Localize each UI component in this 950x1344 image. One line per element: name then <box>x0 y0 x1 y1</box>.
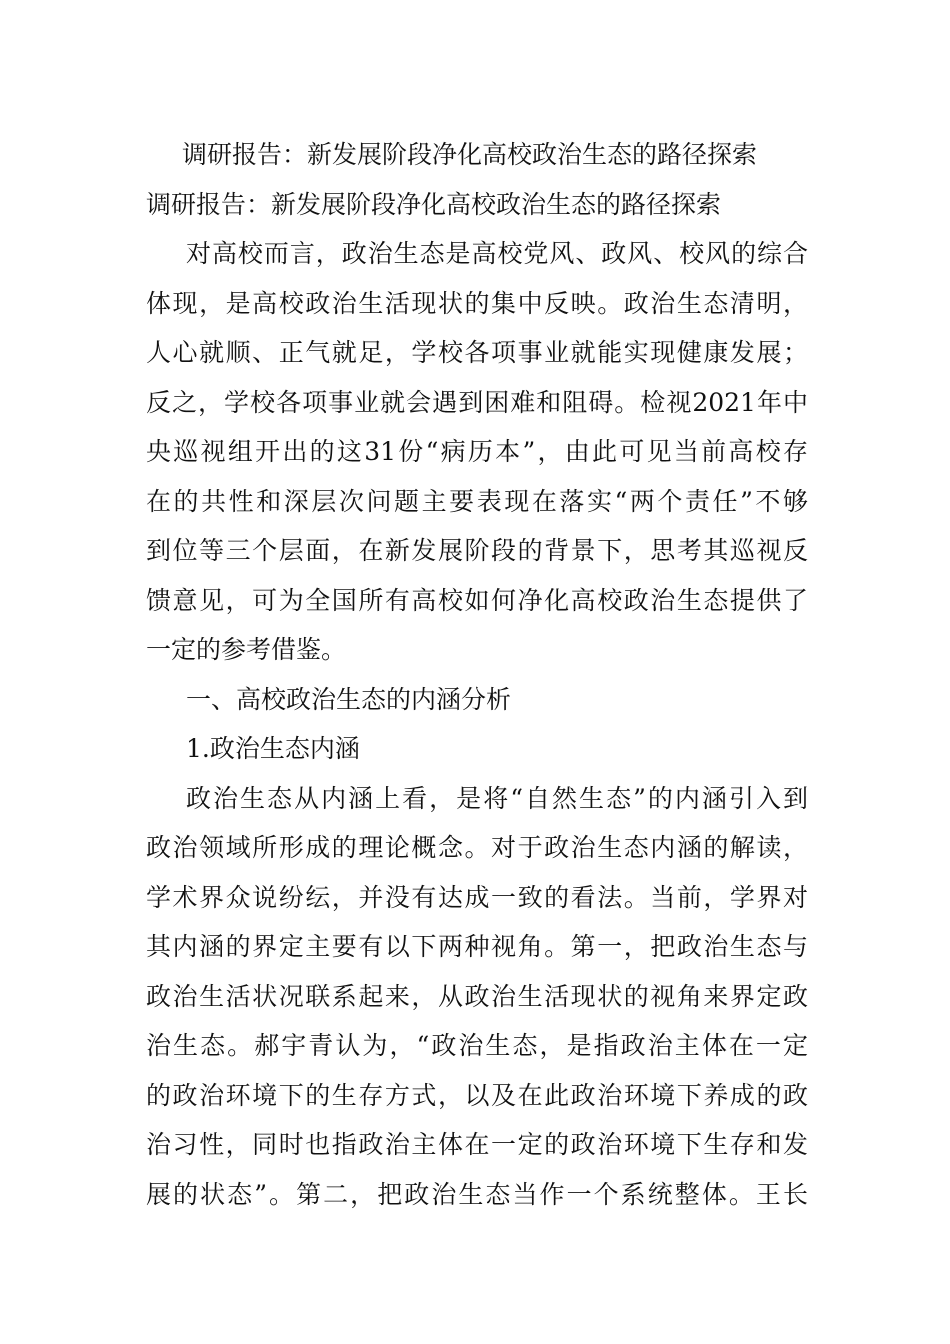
document-title: 调研报告：新发展阶段净化高校政治生态的路径探索 <box>182 140 758 169</box>
paragraph-intro <box>146 229 808 675</box>
paragraph-line: 反之，学校各项事业就会遇到困难和阻碍。检视2021年中 <box>146 387 808 417</box>
subsection-heading: 1.政治生态内涵 <box>186 734 360 763</box>
paragraph-line: 治生态。郝宇青认为，“政治生态，是指政治主体在一定 <box>146 1031 808 1060</box>
paragraph-line: 政治领域所形成的理论概念。对于政治生态内涵的解读， <box>146 833 808 862</box>
paragraph-line: 展的状态”。第二，把政治生态当作一个系统整体。王长 <box>146 1179 808 1209</box>
paragraph-line: 的政治环境下的生存方式，以及在此政治环境下养成的政 <box>146 1080 808 1110</box>
paragraph-line: 到位等三个层面，在新发展阶段的背景下，思考其巡视反 <box>146 536 808 565</box>
paragraph-line: 馈意见，可为全国所有高校如何净化高校政治生态提供了 <box>146 585 808 615</box>
paragraph-line: 体现，是高校政治生活现状的集中反映。政治生态清明， <box>146 288 808 318</box>
paragraph-line: 人心就顺、正气就足，学校各项事业就能实现健康发展； <box>146 338 808 367</box>
paragraph-line: 央巡视组开出的这31份“病历本”，由此可见当前高校存 <box>146 437 808 466</box>
paragraph-line: 政治生态从内涵上看，是将“自然生态”的内涵引入到 <box>186 783 808 813</box>
section-heading: 一、高校政治生态的内涵分析 <box>186 684 512 714</box>
paragraph-line: 其内涵的界定主要有以下两种视角。第一，把政治生态与 <box>146 932 808 961</box>
paragraph-line: 政治生活状况联系起来，从政治生活现状的视角来界定政 <box>146 981 808 1011</box>
paragraph-line: 学术界众说纷纭，并没有达成一致的看法。当前，学界对 <box>146 882 808 912</box>
paragraph-line: 一定的参考借鉴。 <box>146 635 347 664</box>
paragraph-definition <box>146 774 808 1220</box>
paragraph-line: 在的共性和深层次问题主要表现在落实“两个责任”不够 <box>146 486 808 516</box>
document-subtitle: 调研报告：新发展阶段净化高校政治生态的路径探索 <box>146 189 722 219</box>
paragraph-line: 对高校而言，政治生态是高校党风、政风、校风的综合 <box>186 239 808 268</box>
paragraph-line: 治习性，同时也指政治主体在一定的政治环境下生存和发 <box>146 1130 808 1159</box>
document-page <box>146 130 808 1219</box>
